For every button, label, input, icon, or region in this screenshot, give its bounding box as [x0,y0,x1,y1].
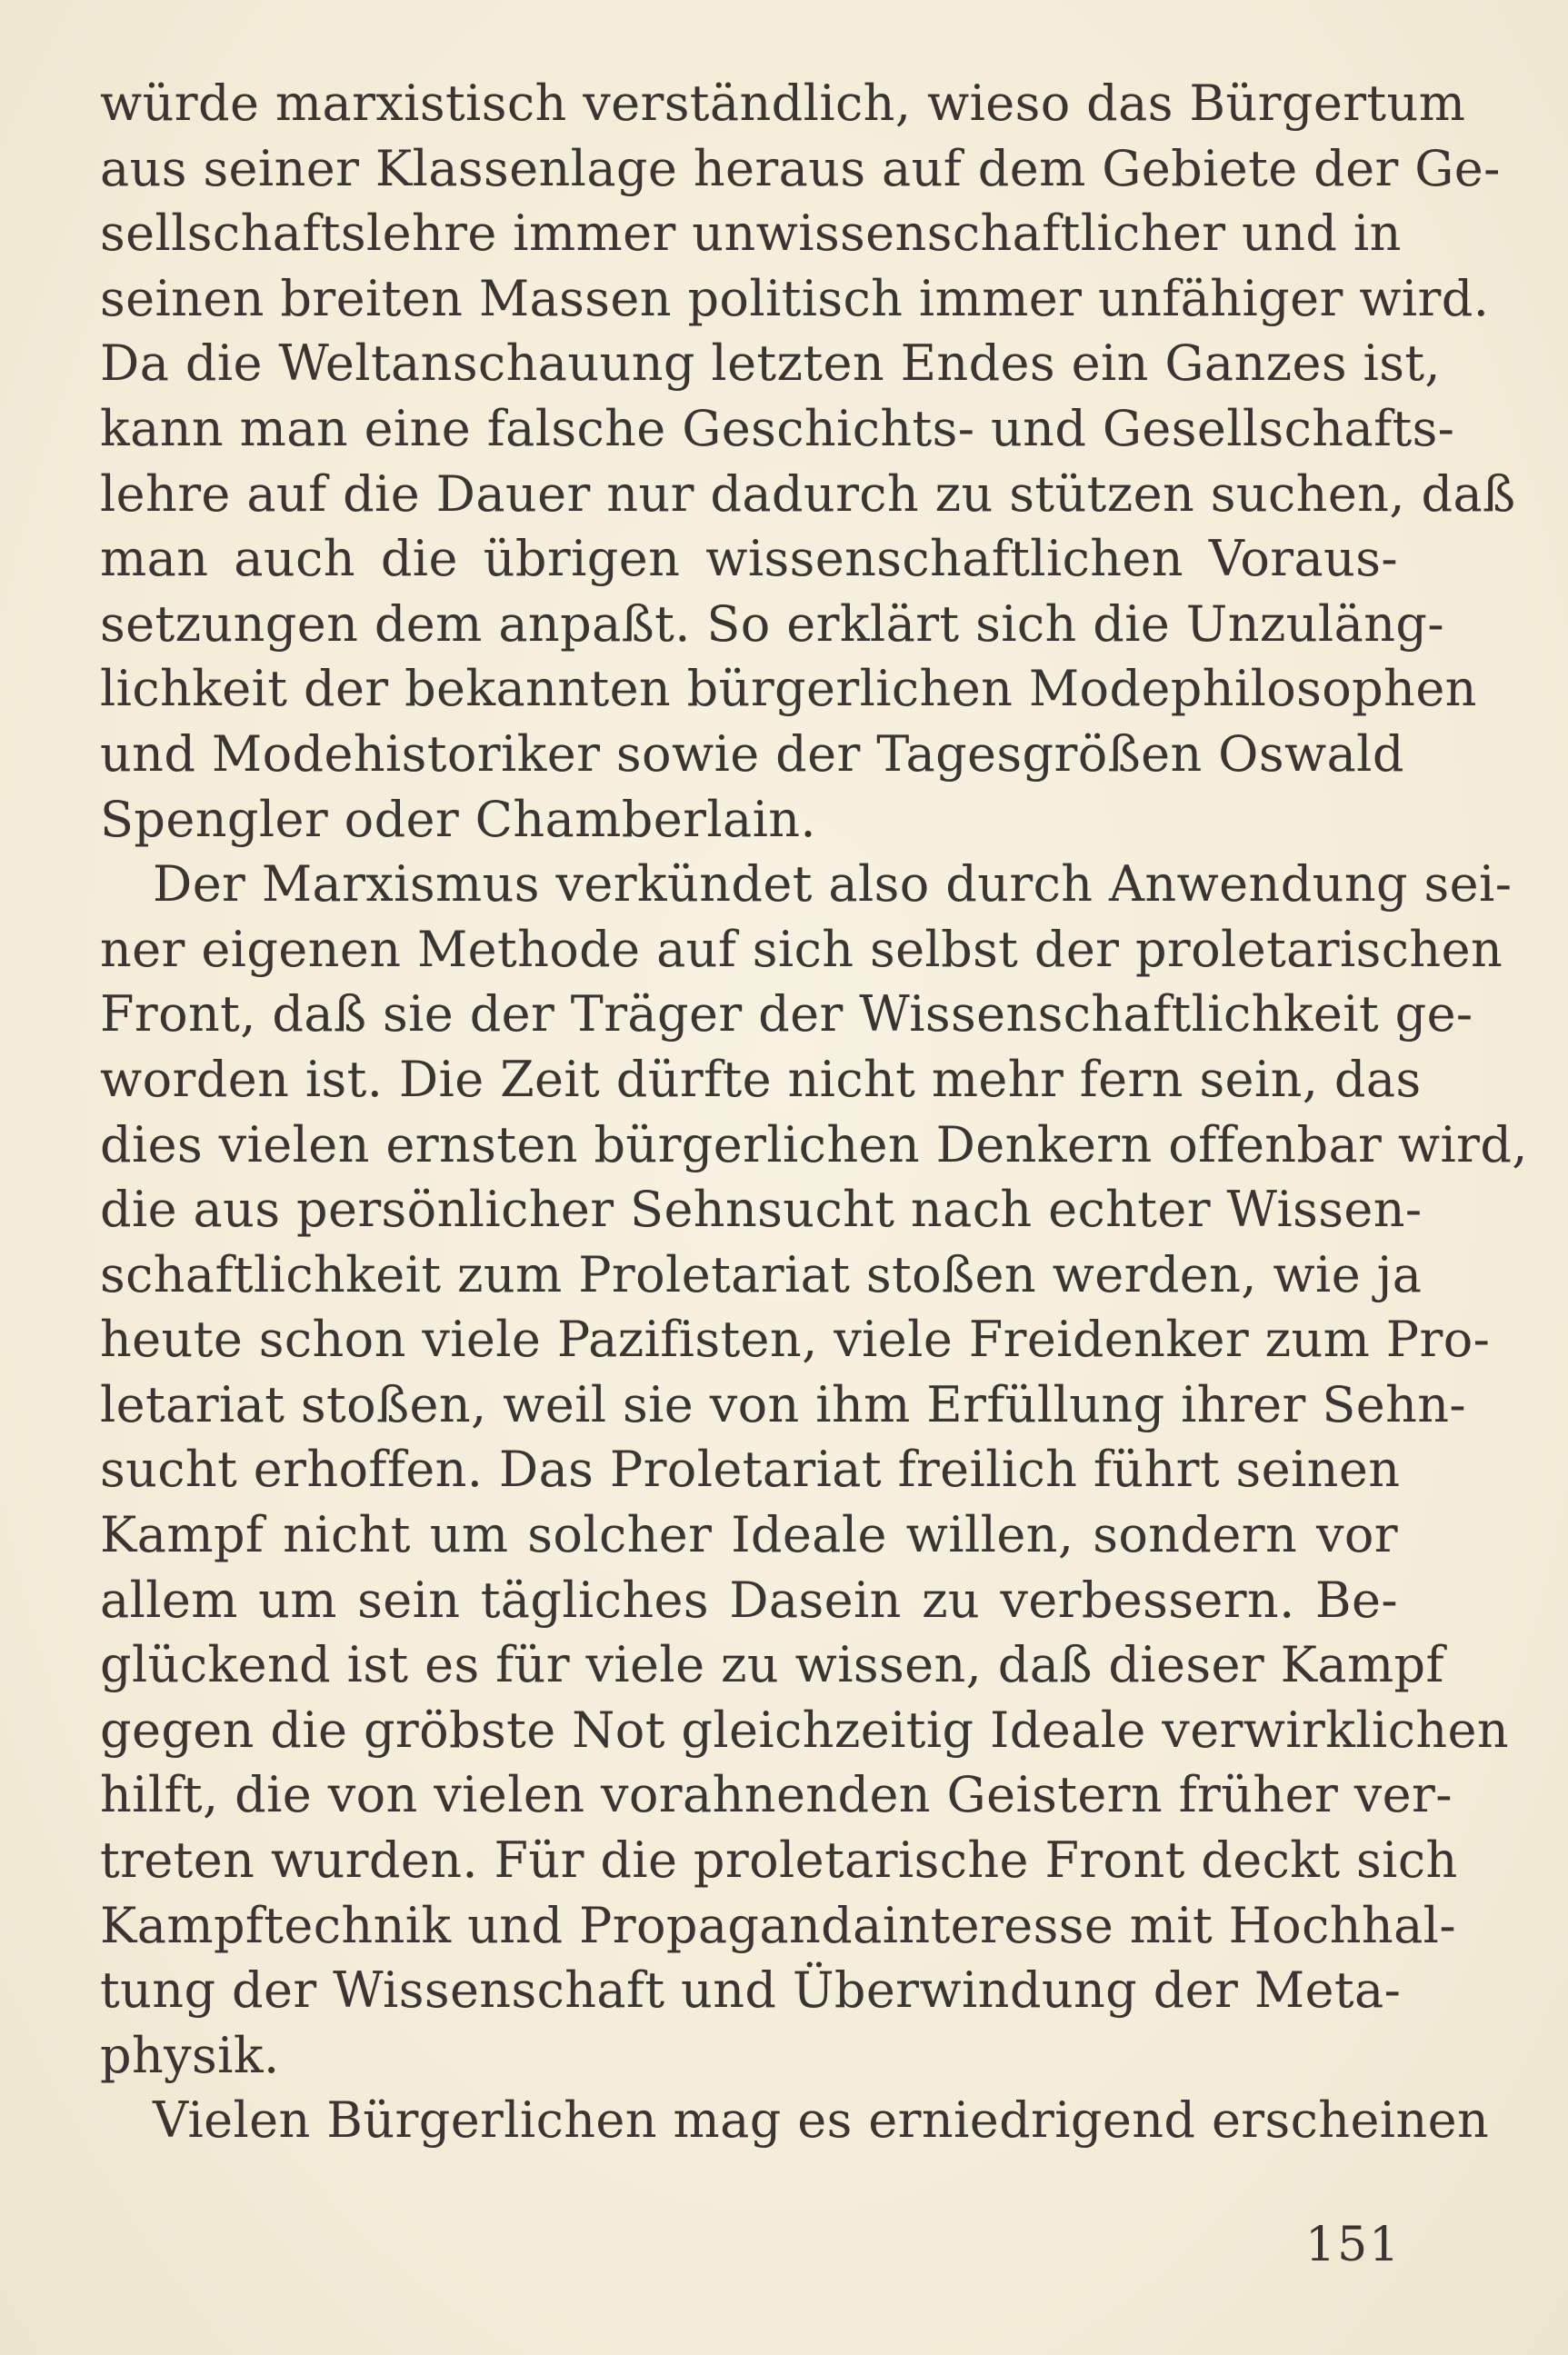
text-line: schaftlichkeit zum Proletariat stoßen werden, wie ja [100,1245,1423,1303]
text-line: und Modehistoriker sowie der Tagesgrößen Oswald [100,724,1404,783]
text-line: die aus persönlicher Sehnsucht nach echter Wissen- [100,1181,1423,1239]
text-line: seinen breiten Massen politisch immer unfähiger wird. [100,269,1490,327]
text-line: Spengler oder Chamberlain. [100,790,816,848]
text-line: gegen die gröbste Not gleichzeitig Ideale verwirklichen [100,1701,1510,1759]
text-line: glückend ist es für viele zu wissen, daß dieser Kampf [100,1636,1444,1694]
text-line: setzungen dem anpaßt. So erklärt sich die Unzuläng- [100,594,1444,653]
text-line: aus seiner Klassenlage heraus auf dem Gebiete der Ge- [100,139,1501,197]
text-line: heute schon viele Pazifisten, viele Freidenker zum Pro- [100,1311,1491,1369]
text-line: dies vielen ernsten bürgerlichen Denkern offenbar wird, [100,1115,1528,1173]
text-line: ner eigenen Methode auf sich selbst der proletarischen [100,920,1503,978]
text-line: lehre auf die Dauer nur dadurch zu stützen suchen, daß [100,464,1516,523]
text-line: hilft, die von vielen vorahnenden Geistern früher ver- [100,1766,1453,1824]
text-line: sucht erhoffen. Das Proletariat freilich führt seinen [100,1441,1401,1499]
page-number: 151 [1305,2218,1402,2272]
text-line: tung der Wissenschaft und Überwindung der Meta- [100,1961,1402,2020]
text-line: physik. [100,2026,280,2084]
body-text [100,71,1528,2153]
text-line: würde marxistisch verständlich, wieso das Bürgertum [100,75,1466,132]
text-line: Kampf nicht um solcher Ideale willen, sondern vor [100,1506,1398,1564]
text-line: Da die Weltanschauung letzten Endes ein Ganzes ist, [100,334,1441,393]
text-line: letariat stoßen, weil sie von ihm Erfüllung ihrer Sehn- [100,1375,1467,1433]
text-line: Front, daß sie der Träger der Wissenschaftlichkeit ge- [100,985,1473,1043]
text-line: allem um sein tägliches Dasein zu verbessern. Be- [100,1571,1398,1629]
text-line: sellschaftslehre immer unwissenschaftlicher und in [100,205,1402,263]
text-line: treten wurden. Für die proletarische Front deckt sich [100,1831,1458,1890]
text-line: worden ist. Die Zeit dürfte nicht mehr fern sein, das [100,1050,1422,1108]
paragraph-start-line: Vielen Bürgerlichen mag es erniedrigend erscheinen [153,2091,1490,2150]
text-line: kann man eine falsche Geschichts- und Gesellschafts- [100,399,1455,457]
text-line: lichkeit der bekannten bürgerlichen Modephilosophen [100,660,1477,718]
paragraph-start-line: Der Marxismus verkündet also durch Anwendung sei- [153,855,1513,913]
text-line: Kampftechnik und Propagandainteresse mit Hochhal- [100,1896,1456,1954]
text-line: man auch die übrigen wissenschaftlichen Voraus- [100,530,1398,588]
